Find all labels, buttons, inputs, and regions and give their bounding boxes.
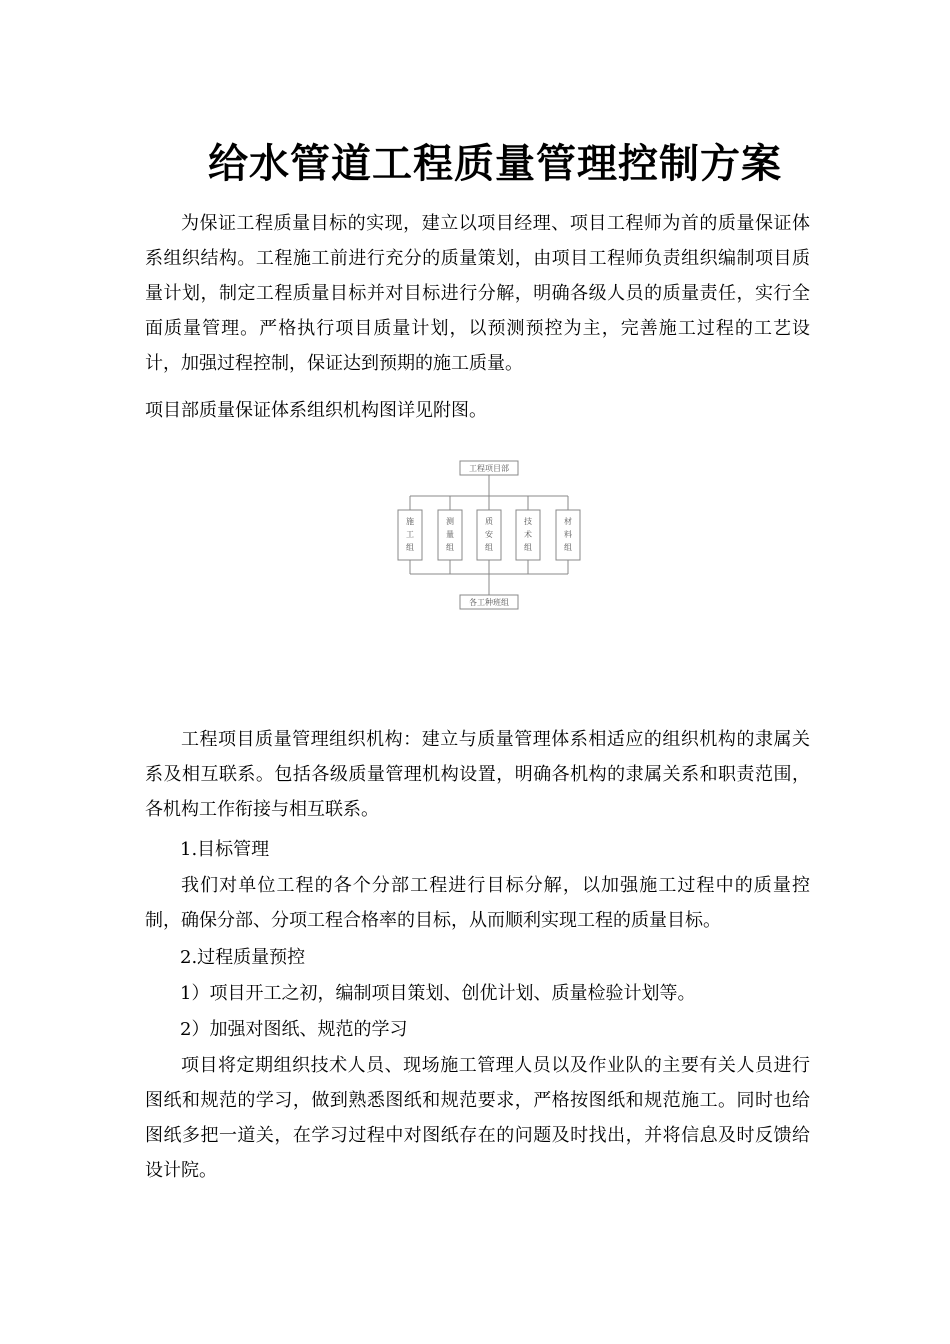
org-chart xyxy=(390,458,590,618)
org-group-char: 组 xyxy=(524,543,532,552)
goal-management-paragraph: 我们对单位工程的各个分部工程进行目标分解，以加强施工过程中的质量控制，确保分部、分项工程合格率的目标，从而顺利实现工程的质量目标。 xyxy=(145,875,810,931)
org-group-technical xyxy=(516,510,540,560)
org-group-char: 组 xyxy=(564,543,572,552)
section-heading-process-control: 2.过程质量预控 xyxy=(180,947,306,968)
org-group-char: 量 xyxy=(446,530,454,539)
section-heading-goal-management: 1.目标管理 xyxy=(180,839,270,860)
org-group-materials xyxy=(556,510,580,560)
org-group-char: 质 xyxy=(485,517,493,526)
org-group-char: 术 xyxy=(524,530,532,539)
org-top-label: 工程项目部 xyxy=(469,464,509,473)
org-group-survey xyxy=(438,510,462,560)
org-bottom-label: 各工种班组 xyxy=(469,598,509,607)
intro-paragraph: 为保证工程质量目标的实现，建立以项目经理、项目工程师为首的质量保证体系组织结构。工程施工前进行充分的质量策划，由项目工程师负责组织编制项目质量计划，制定工程质量目标并对目标进行分解，明确各级人员的质量责任，实行全面质量管理。严格执行项目质量计划，以预测预控为主，完善施工过程的工艺设计，加强过程控制，保证达到预期的施工质量。 xyxy=(145,213,810,374)
org-group-char: 技 xyxy=(524,517,532,526)
chart-reference: 项目部质量保证体系组织机构图详见附图。 xyxy=(145,400,487,421)
document-title: 给水管道工程质量管理控制方案 xyxy=(208,140,782,187)
org-group-construction xyxy=(398,510,422,560)
org-group-char: 料 xyxy=(564,530,572,539)
list-item-2: 2）加强对图纸、规范的学习 xyxy=(180,1019,408,1040)
org-group-char: 安 xyxy=(485,530,493,539)
org-group-char: 材 xyxy=(564,517,572,526)
org-group-char: 组 xyxy=(406,543,414,552)
list-item-1: 1）项目开工之初，编制项目策划、创优计划、质量检验计划等。 xyxy=(180,983,696,1004)
org-group-quality-safety xyxy=(477,510,501,560)
org-group-char: 组 xyxy=(485,543,493,552)
org-group-char: 测 xyxy=(446,517,454,526)
org-structure-paragraph: 工程项目质量管理组织机构：建立与质量管理体系相适应的组织机构的隶属关系及相互联系。包括各级质量管理机构设置，明确各机构的隶属关系和职责范围，各机构工作衔接与相互联系。 xyxy=(145,729,810,820)
org-group-char: 施 xyxy=(406,517,414,526)
org-group-char: 组 xyxy=(446,543,454,552)
drawing-study-paragraph: 项目将定期组织技术人员、现场施工管理人员以及作业队的主要有关人员进行图纸和规范的学习，做到熟悉图纸和规范要求，严格按图纸和规范施工。同时也给图纸多把一道关，在学习过程中对图纸存在的问题及时找出，并将信息及时反馈给设计院。 xyxy=(145,1055,810,1181)
org-group-char: 工 xyxy=(406,530,414,539)
